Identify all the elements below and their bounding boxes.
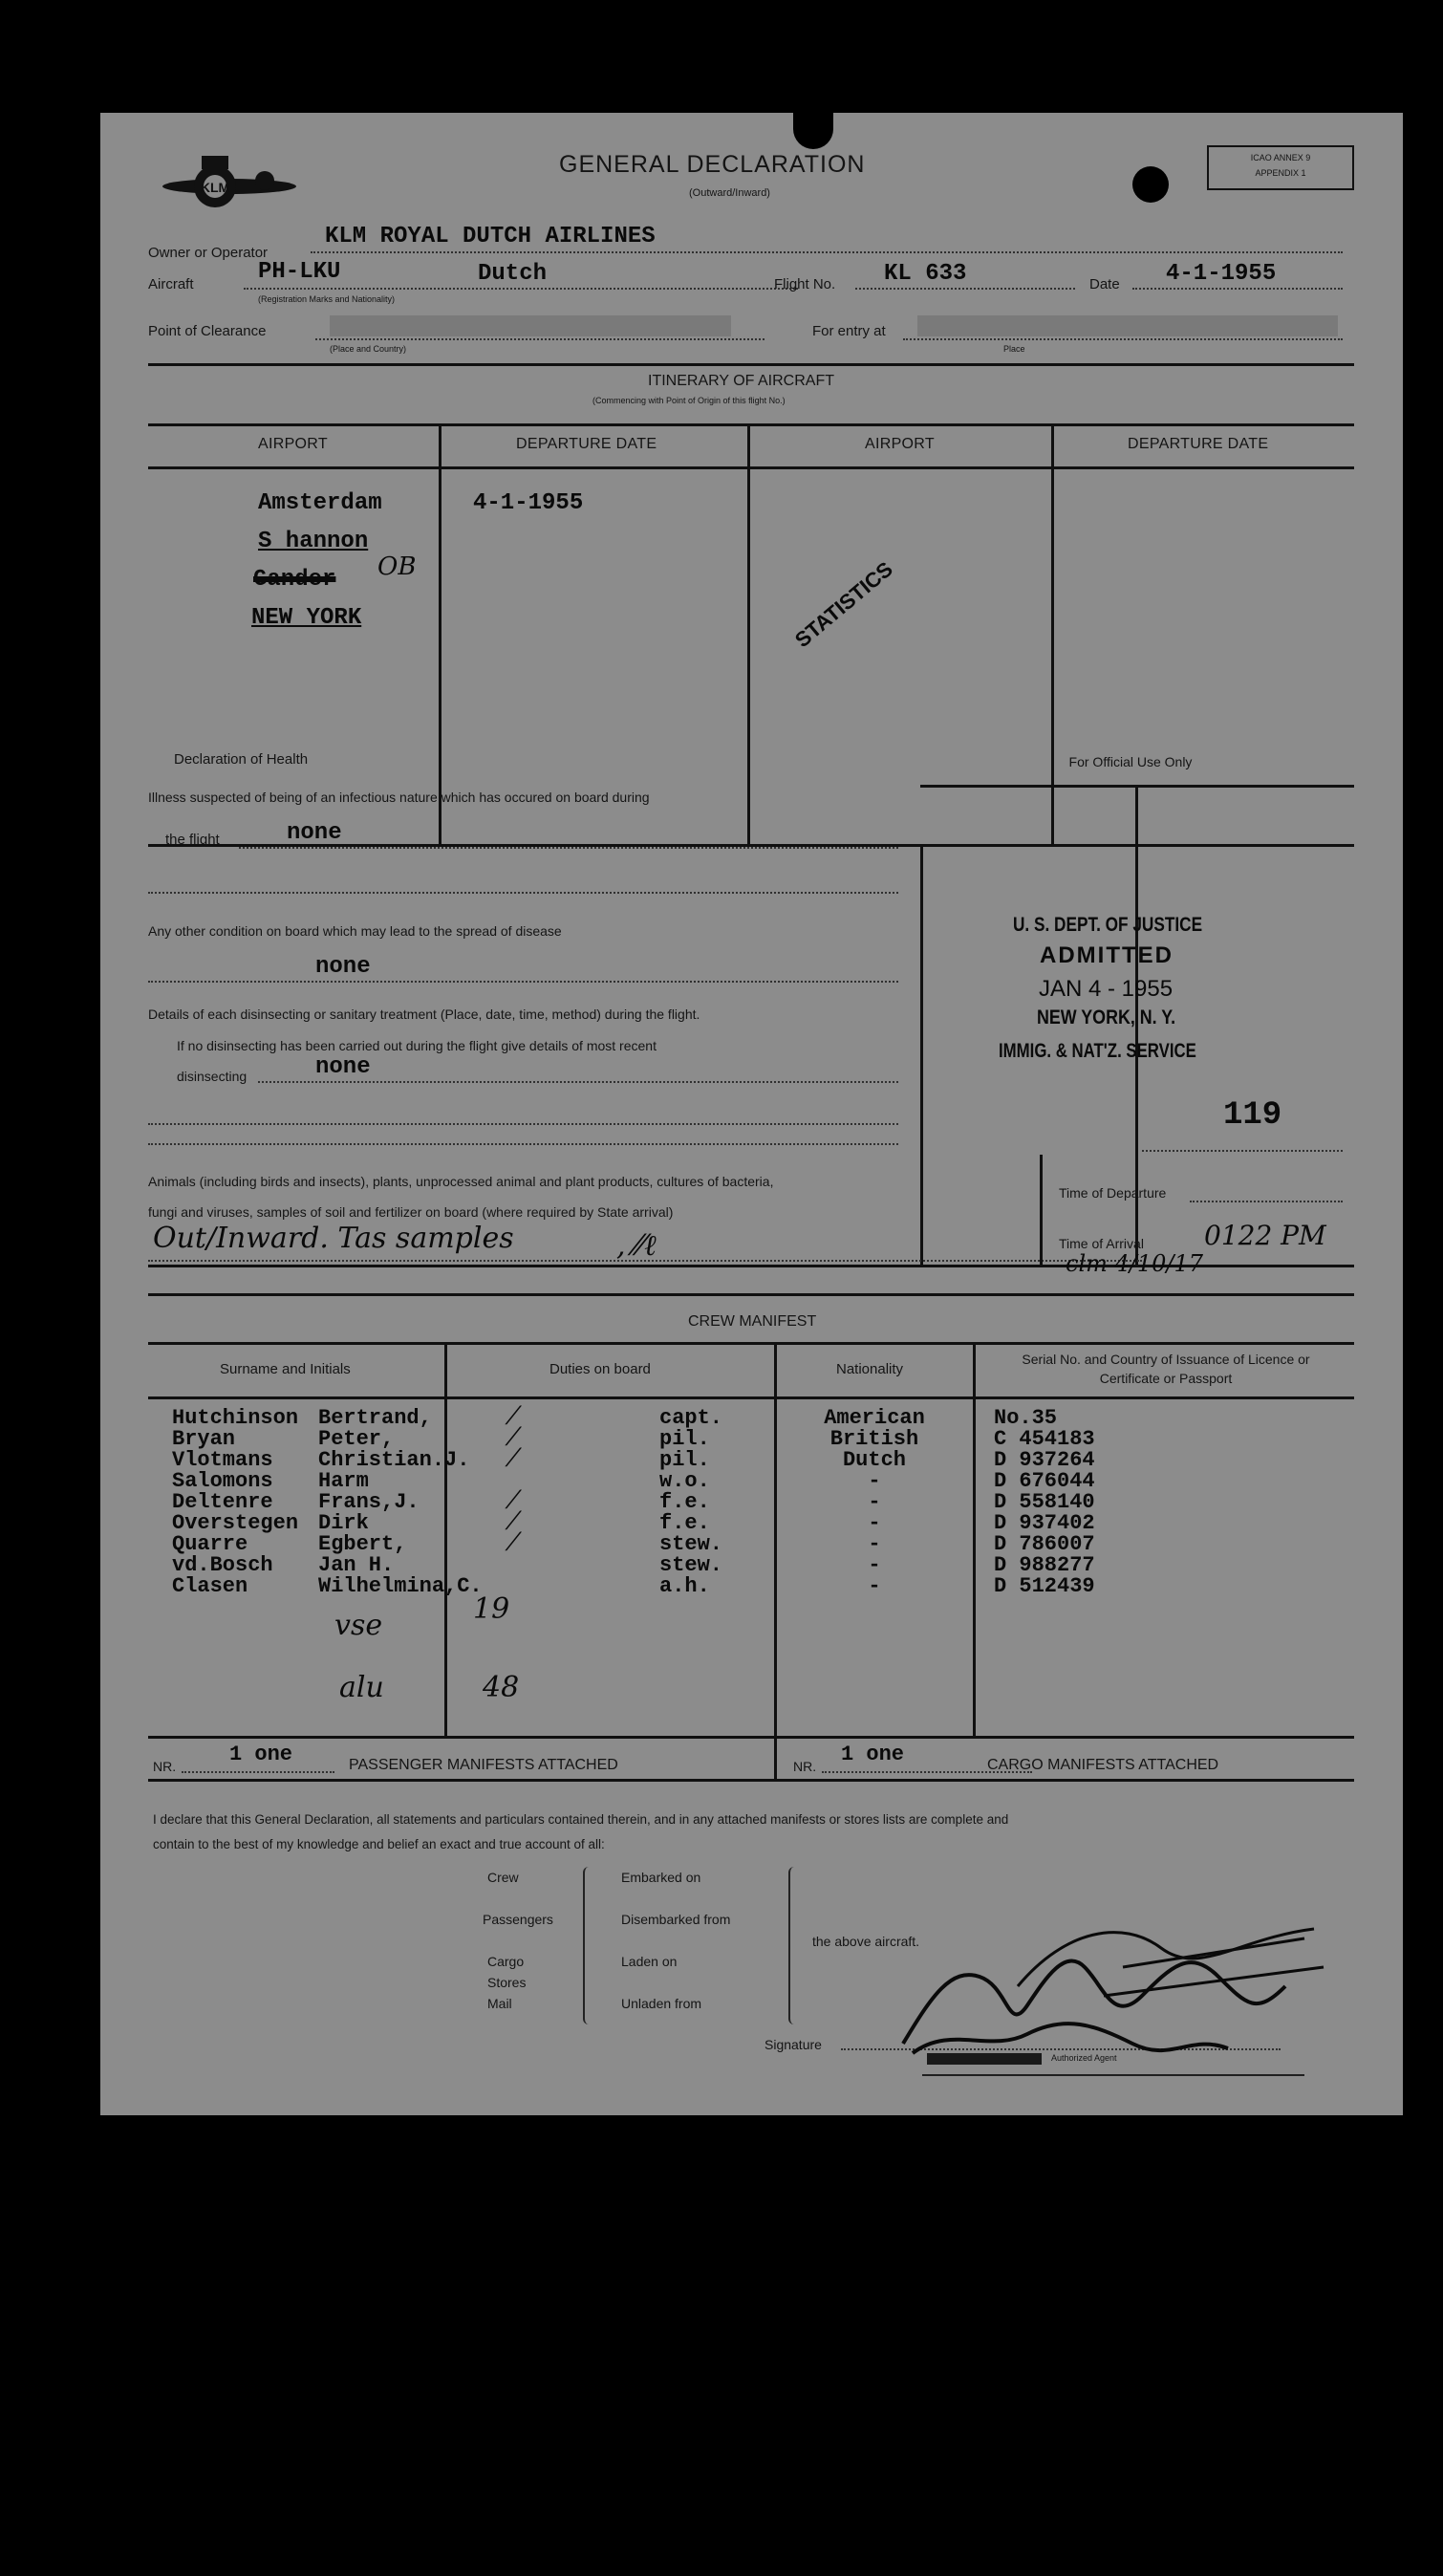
itin-airport-2: S hannon [258,529,369,554]
crew-serial: D 512439 [994,1574,1095,1598]
punch-hole-top [793,111,833,149]
col-airport-1: AIRPORT [258,436,328,452]
decl-passengers: Passengers [483,1912,553,1927]
col-departure-2: DEPARTURE DATE [1128,436,1269,452]
crew-hand-a: vse [334,1609,383,1642]
itin-airport-3: Gander [253,567,336,593]
entry-label: For entry at [812,323,886,339]
crew-h-serial: Serial No. and Country of Issuance of Licence or Certificate or Passport [1022,1352,1310,1386]
crew-nat: - [868,1574,881,1598]
crew-surname: Bryan [172,1427,236,1451]
decl-embarked: Embarked on [621,1870,701,1885]
animals-hand-initial: , ⁄⁄ℓ [616,1229,657,1263]
crew-initials: Peter, [318,1427,395,1451]
clearance-redacted [330,315,731,336]
crew-nat: Dutch [842,1448,906,1472]
crew-serial: D 676044 [994,1469,1095,1493]
crew-duty: w.o. [659,1469,710,1493]
crew-surname: vd.Bosch [172,1553,273,1577]
crew-initials: Bertrand, [318,1406,432,1430]
crew-initials: Christian.J. [318,1448,470,1472]
aircraft-label: Aircraft [148,276,194,292]
crew-duty: capt. [659,1406,723,1430]
form-title: GENERAL DECLARATION [559,151,866,178]
health-q3b: If no disinsecting has been carried out during the flight give details of most recent [177,1038,657,1053]
crew-initials: Jan H. [318,1553,395,1577]
health-q2: Any other condition on board which may lead to the spread of disease [148,923,562,939]
crew-nat: - [868,1532,881,1556]
date-value: 4-1-1955 [1166,261,1277,287]
clearance-label: Point of Clearance [148,323,267,339]
signature-scribble [874,1910,1333,2067]
stamp-line2: ADMITTED [1040,942,1174,968]
time-arr-value: 0122 PM [1204,1220,1326,1251]
itin-airport-4: NEW YORK [251,605,362,631]
brace-left [583,1867,592,2024]
crew-nat: - [868,1469,881,1493]
crew-check-mark: ⁄ [511,1486,516,1515]
date-label: Date [1089,276,1120,292]
stamp-number: 119 [1223,1097,1282,1134]
crew-surname: Overstegen [172,1511,299,1535]
health-a3: none [315,1054,371,1080]
declare-line2: contain to the best of my knowledge and belief an exact and true account of all: [153,1837,605,1851]
decl-cargo: Cargo [487,1954,525,1969]
stamp-line1: U. S. DEPT. OF JUSTICE [1013,914,1203,936]
crew-check-mark: ⁄ [511,1423,516,1452]
health-q1: Illness suspected of being of an infectious nature which has occured on board during [148,790,650,805]
signature-label: Signature [765,2037,822,2052]
place-note2: Place [1003,344,1025,354]
time-arr-label: Time of Arrival [1059,1236,1144,1251]
crew-initials: Dirk [318,1511,369,1535]
crew-serial: D 988277 [994,1553,1095,1577]
aircraft-reg: PH-LKU [258,259,341,285]
animals-q2: fungi and viruses, samples of soil and fertilizer on board (where required by State arrival) [148,1204,674,1220]
crew-surname: Vlotmans [172,1448,273,1472]
aircraft-nat: Dutch [478,261,548,287]
cargo-count: 1 one [841,1743,905,1766]
crew-initials: Frans,J. [318,1490,420,1514]
health-a1: none [287,820,342,846]
pax-label: PASSENGER MANIFESTS ATTACHED [349,1757,618,1773]
col-airport-2: AIRPORT [865,436,935,452]
crew-duty: f.e. [659,1511,710,1535]
crew-nat: - [868,1553,881,1577]
annex-box: ICAO ANNEX 9 APPENDIX 1 [1207,145,1354,190]
crew-duty: f.e. [659,1490,710,1514]
decl-laden: Laden on [621,1954,678,1969]
crew-h-nat: Nationality [836,1361,904,1377]
health-q3: Details of each disinsecting or sanitary treatment (Place, date, time, method) during the flight. [148,1007,700,1022]
crew-check-mark: ⁄ [511,1402,516,1431]
col-departure-1: DEPARTURE DATE [516,436,657,452]
itinerary-title: ITINERARY OF AIRCRAFT [648,373,834,389]
logo-crown-icon [158,146,301,227]
crew-h-surname: Surname and Initials [220,1361,351,1377]
reg-note: (Registration Marks and Nationality) [258,294,396,304]
crew-nat: British [829,1427,919,1451]
decl-mail: Mail [487,1996,512,2011]
agent-label: Authorized Agent [1051,2053,1117,2063]
nr-label-1: NR. [153,1759,177,1774]
pax-count: 1 one [229,1743,293,1766]
place-note: (Place and Country) [330,344,407,354]
decl-unladen: Unladen from [621,1996,702,2011]
crew-nat: - [868,1511,881,1535]
official-use: For Official Use Only [1068,754,1193,769]
crew-check-mark: ⁄ [511,1528,516,1557]
brace-right [788,1867,798,2024]
crew-nat: - [868,1490,881,1514]
punch-hole-right [1132,166,1169,203]
itin-gander-note: OB [377,552,417,581]
flight-value: KL 633 [884,261,967,287]
crew-hand-d: 48 [483,1671,520,1704]
time-arr-note: clm 4/10/17 [1066,1250,1204,1277]
health-a2: none [315,954,371,980]
agent-redacted [927,2053,1042,2065]
stamp-line4: NEW YORK, N. Y. [1037,1007,1176,1028]
declare-line1: I declare that this General Declaration, all statements and particulars contained therein, and in any attached manifests or stores lists are complete and [153,1812,1009,1827]
cargo-label: CARGO MANIFESTS ATTACHED [987,1757,1219,1773]
crew-check-mark: ⁄ [511,1507,516,1536]
crew-check-mark: ⁄ [511,1444,516,1473]
stamp-statistics: STATISTICS [790,556,897,653]
entry-redacted [917,315,1338,336]
stamp-line5: IMMIG. & NAT'Z. SERVICE [999,1040,1196,1062]
time-dep-label: Time of Departure [1059,1185,1167,1201]
crew-duty: pil. [659,1448,710,1472]
health-q3c: disinsecting [177,1069,248,1084]
health-title-text: Declaration of Health [174,751,309,768]
declaration-form [100,113,1403,2115]
crew-title: CREW MANIFEST [688,1313,817,1330]
stamp-line3: JAN 4 - 1955 [1039,976,1174,1002]
decl-disembarked: Disembarked from [621,1912,731,1927]
decl-stores: Stores [487,1975,527,1990]
crew-surname: Clasen [172,1574,248,1598]
crew-serial: No.35 [994,1406,1058,1430]
svg-text:KLM: KLM [200,180,230,195]
crew-serial: D 937402 [994,1511,1095,1535]
crew-initials: Egbert, [318,1532,407,1556]
owner-label: Owner or Operator [148,245,269,261]
crew-serial: D 937264 [994,1448,1095,1472]
crew-hand-b: 19 [473,1592,510,1626]
crew-initials: Harm [318,1469,369,1493]
crew-serial: D 558140 [994,1490,1095,1514]
itin-airport-1: Amsterdam [258,490,382,516]
crew-initials: Wilhelmina,C. [318,1574,483,1598]
crew-surname: Quarre [172,1532,248,1556]
nr-label-2: NR. [793,1759,817,1774]
animals-q: Animals (including birds and insects), plants, unprocessed animal and plant products, cultures of bacteria, [148,1174,774,1189]
crew-duty: a.h. [659,1574,710,1598]
crew-surname: Deltenre [172,1490,273,1514]
crew-nat: American [824,1406,925,1430]
crew-serial: C 454183 [994,1427,1095,1451]
crew-hand-c: alu [339,1671,384,1704]
form-subtitle: (Outward/Inward) [689,187,770,199]
crew-surname: Salomons [172,1469,273,1493]
animals-hand: Out/Inward. Tas samples [153,1222,514,1255]
decl-above-aircraft: the above aircraft. [812,1934,920,1949]
decl-crew: Crew [487,1870,519,1885]
flight-label: Flight No. [774,276,836,292]
health-q1b: the flight [165,832,220,848]
crew-h-duties: Duties on board [549,1361,651,1377]
crew-duty: stew. [659,1553,723,1577]
crew-duty: stew. [659,1532,723,1556]
itinerary-sub: (Commencing with Point of Origin of this flight No.) [592,396,786,405]
itin-dep-date: 4-1-1955 [473,490,584,516]
crew-duty: pil. [659,1427,710,1451]
crew-serial: D 786007 [994,1532,1095,1556]
crew-surname: Hutchinson [172,1406,299,1430]
owner-value: KLM ROYAL DUTCH AIRLINES [325,224,656,249]
